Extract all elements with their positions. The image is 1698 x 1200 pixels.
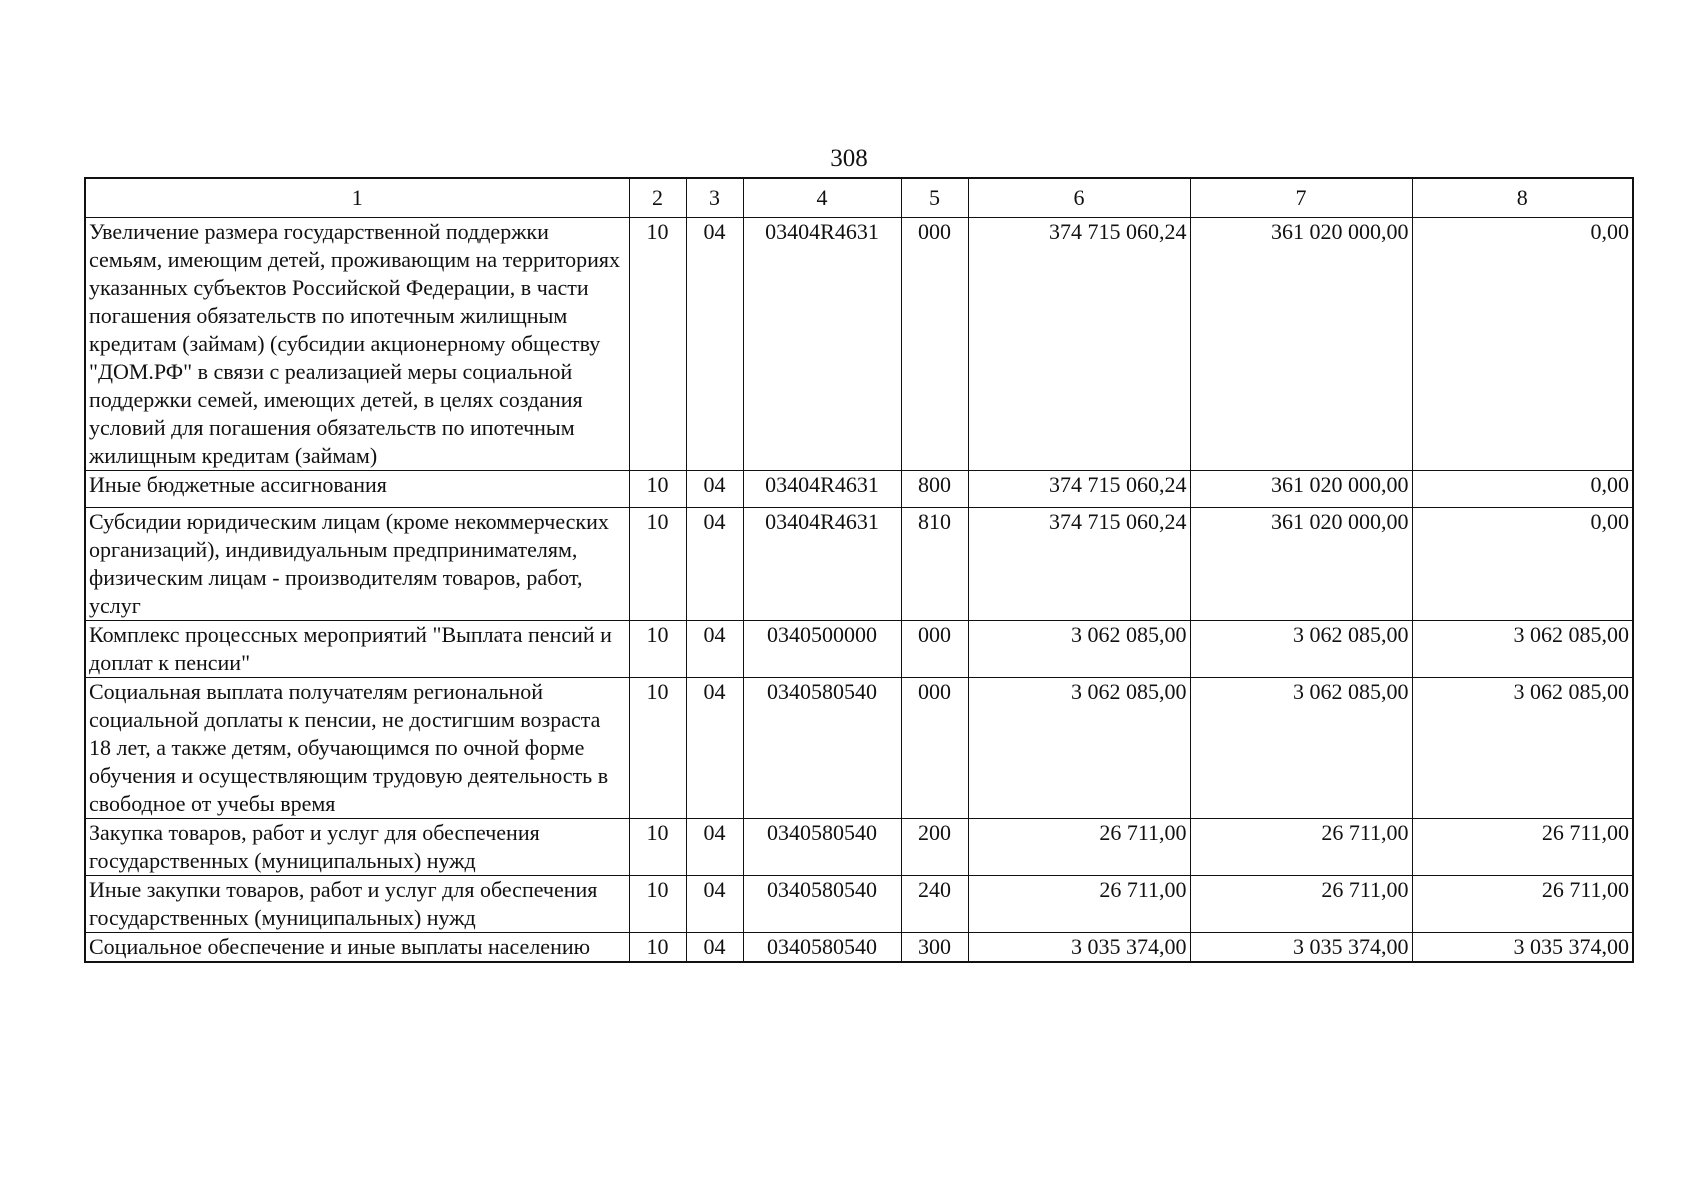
table-row — [85, 621, 1633, 678]
amount-col-7: 361 020 000,00 — [1190, 508, 1412, 621]
row-name: Закупка товаров, работ и услуг для обеспечения государственных (муниципальных) нужд — [85, 819, 629, 876]
table-row — [85, 876, 1633, 933]
expense-type-code: 800 — [901, 471, 968, 508]
amount-col-7: 3 062 085,00 — [1190, 621, 1412, 678]
row-name: Иные закупки товаров, работ и услуг для обеспечения государственных (муниципальных) нужд — [85, 876, 629, 933]
column-header: 5 — [901, 178, 968, 218]
amount-col-8: 0,00 — [1412, 471, 1633, 508]
section-code: 10 — [629, 218, 686, 471]
row-name: Иные бюджетные ассигнования — [85, 471, 629, 508]
amount-col-6: 26 711,00 — [968, 819, 1190, 876]
subsection-code: 04 — [686, 876, 743, 933]
amount-col-8: 26 711,00 — [1412, 819, 1633, 876]
target-article-code: 03404R4631 — [743, 218, 901, 471]
target-article-code: 0340580540 — [743, 819, 901, 876]
amount-col-8: 3 062 085,00 — [1412, 678, 1633, 819]
expense-type-code: 000 — [901, 621, 968, 678]
target-article-code: 03404R4631 — [743, 471, 901, 508]
table-row — [85, 933, 1633, 963]
section-code: 10 — [629, 819, 686, 876]
subsection-code: 04 — [686, 933, 743, 963]
target-article-code: 0340580540 — [743, 933, 901, 963]
amount-col-6: 374 715 060,24 — [968, 218, 1190, 471]
amount-col-7: 3 062 085,00 — [1190, 678, 1412, 819]
section-code: 10 — [629, 678, 686, 819]
target-article-code: 0340580540 — [743, 876, 901, 933]
amount-col-7: 3 035 374,00 — [1190, 933, 1412, 963]
amount-col-6: 3 035 374,00 — [968, 933, 1190, 963]
target-article-code: 03404R4631 — [743, 508, 901, 621]
table-row — [85, 508, 1633, 621]
amount-col-7: 26 711,00 — [1190, 876, 1412, 933]
amount-col-6: 26 711,00 — [968, 876, 1190, 933]
expense-type-code: 810 — [901, 508, 968, 621]
table-row — [85, 218, 1633, 471]
column-header: 6 — [968, 178, 1190, 218]
amount-col-7: 361 020 000,00 — [1190, 218, 1412, 471]
row-name: Социальная выплата получателям региональной социальной доплаты к пенсии, не достигшим возраста 18 лет, а также детям, обучающимся по очной форме обучения и осуществляющим трудовую деятельность в свободное от учебы время — [85, 678, 629, 819]
expense-type-code: 240 — [901, 876, 968, 933]
amount-col-8: 26 711,00 — [1412, 876, 1633, 933]
column-header: 3 — [686, 178, 743, 218]
row-name: Комплекс процессных мероприятий "Выплата пенсий и доплат к пенсии" — [85, 621, 629, 678]
subsection-code: 04 — [686, 508, 743, 621]
amount-col-6: 374 715 060,24 — [968, 471, 1190, 508]
expense-type-code: 300 — [901, 933, 968, 963]
column-header: 7 — [1190, 178, 1412, 218]
column-header: 4 — [743, 178, 901, 218]
section-code: 10 — [629, 508, 686, 621]
table-row — [85, 471, 1633, 508]
page-number: 308 — [830, 145, 868, 172]
section-code: 10 — [629, 933, 686, 963]
header-row — [85, 178, 1633, 218]
subsection-code: 04 — [686, 218, 743, 471]
amount-col-6: 3 062 085,00 — [968, 621, 1190, 678]
amount-col-8: 0,00 — [1412, 218, 1633, 471]
section-code: 10 — [629, 876, 686, 933]
amount-col-8: 3 062 085,00 — [1412, 621, 1633, 678]
budget-table — [84, 177, 1634, 963]
section-code: 10 — [629, 621, 686, 678]
amount-col-7: 361 020 000,00 — [1190, 471, 1412, 508]
amount-col-6: 374 715 060,24 — [968, 508, 1190, 621]
row-name: Субсидии юридическим лицам (кроме некоммерческих организаций), индивидуальным предпринимателям, физическим лицам - производителям товаров, работ, услуг — [85, 508, 629, 621]
amount-col-7: 26 711,00 — [1190, 819, 1412, 876]
expense-type-code: 000 — [901, 218, 968, 471]
expense-type-code: 000 — [901, 678, 968, 819]
row-name: Увеличение размера государственной поддержки семьям, имеющим детей, проживающим на территориях указанных субъектов Российской Федерации, в части погашения обязательств по ипотечным жилищным кредитам (займам) (субсидии акционерному обществу "ДОМ.РФ" в связи с реализацией меры социальной поддержки семей, имеющих детей, в целях создания условий для погашения обязательств по ипотечным жилищным кредитам (займам) — [85, 218, 629, 471]
amount-col-8: 3 035 374,00 — [1412, 933, 1633, 963]
subsection-code: 04 — [686, 621, 743, 678]
column-header: 2 — [629, 178, 686, 218]
column-header: 1 — [85, 178, 629, 218]
target-article-code: 0340500000 — [743, 621, 901, 678]
column-header: 8 — [1412, 178, 1633, 218]
table-row — [85, 819, 1633, 876]
row-name: Социальное обеспечение и иные выплаты населению — [85, 933, 629, 963]
section-code: 10 — [629, 471, 686, 508]
target-article-code: 0340580540 — [743, 678, 901, 819]
expense-type-code: 200 — [901, 819, 968, 876]
subsection-code: 04 — [686, 678, 743, 819]
amount-col-6: 3 062 085,00 — [968, 678, 1190, 819]
subsection-code: 04 — [686, 471, 743, 508]
subsection-code: 04 — [686, 819, 743, 876]
table-row — [85, 678, 1633, 819]
amount-col-8: 0,00 — [1412, 508, 1633, 621]
